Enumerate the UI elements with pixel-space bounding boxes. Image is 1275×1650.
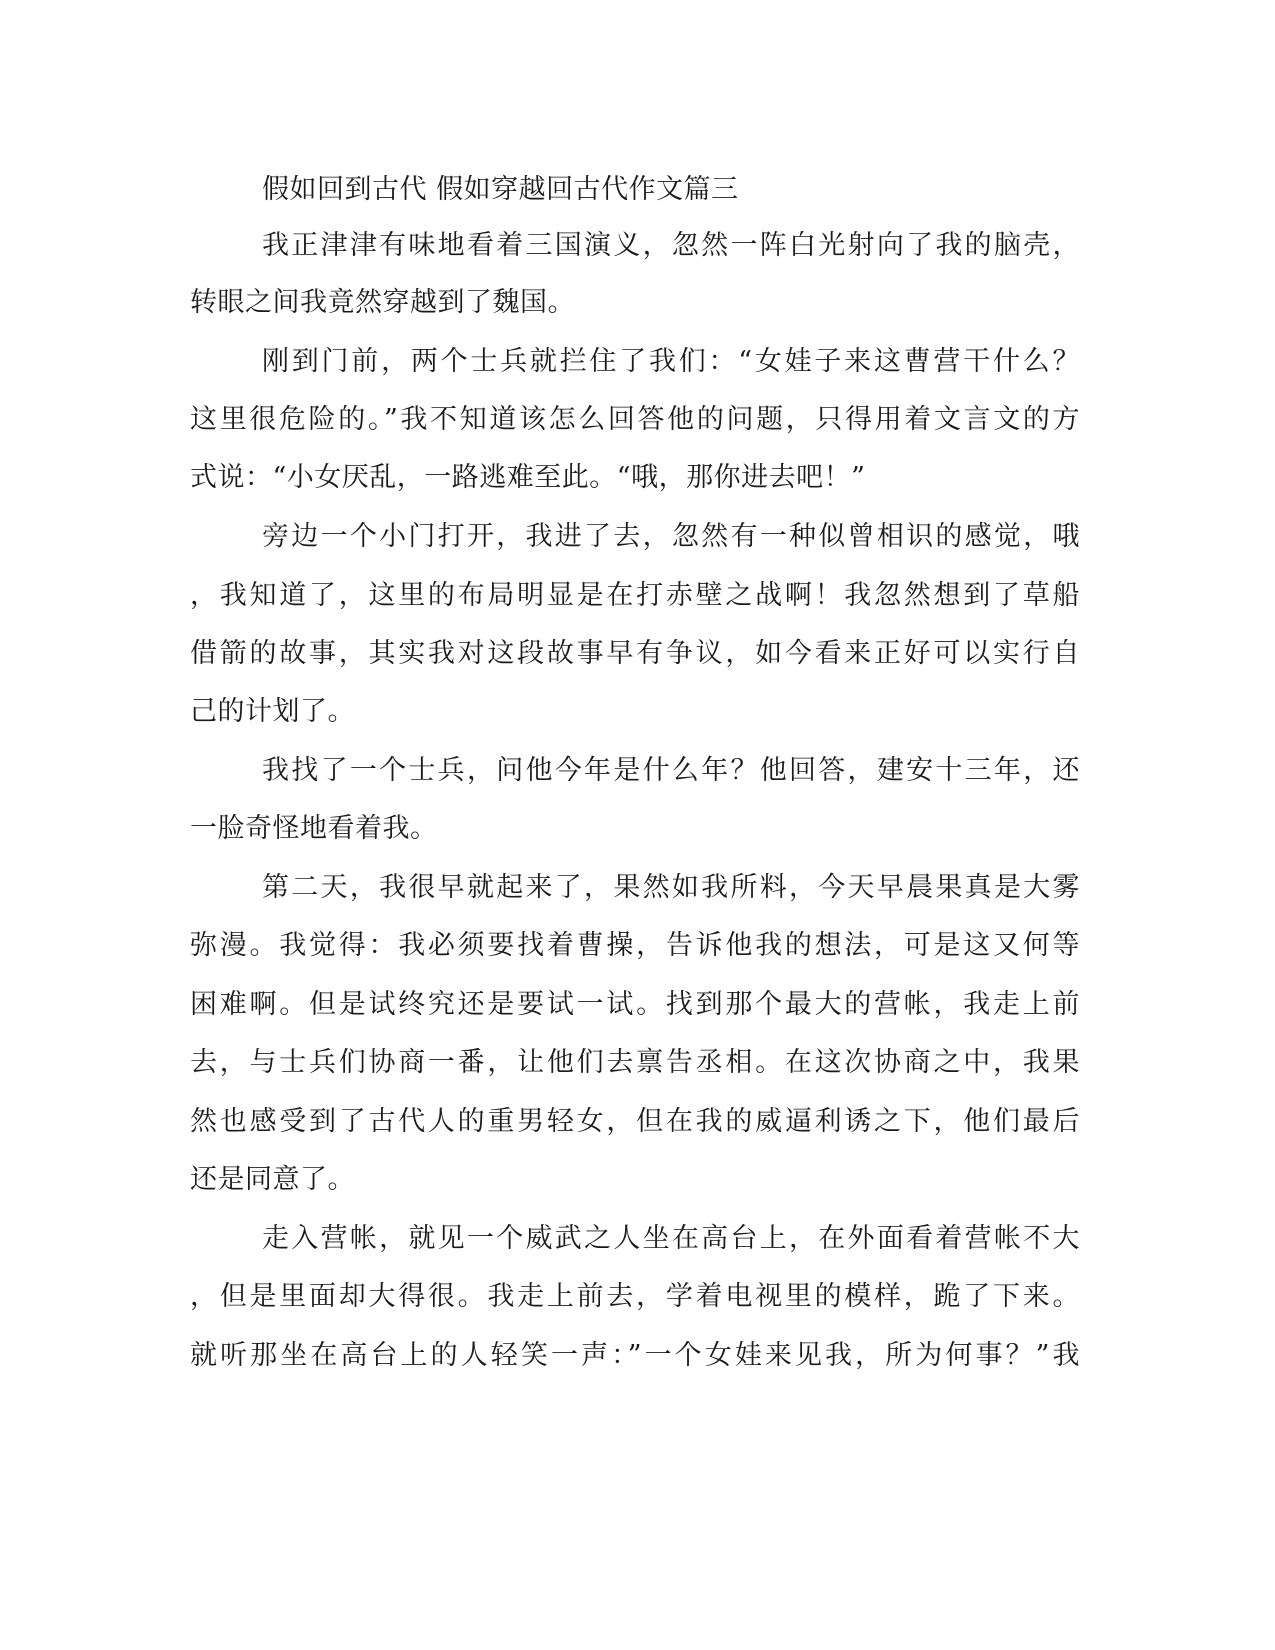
text-line: 困难啊。但是试终究还是要试一试。找到那个最大的营帐，我走上前 (190, 989, 1080, 1020)
text-line: 转眼之间我竟然穿越到了魏国。 (190, 287, 575, 318)
text-line: 就听那坐在高台上的人轻笑一声：”一个女娃来见我，所为何事？”我 (190, 1340, 1080, 1371)
text-line: 我正津津有味地看着三国演义，忽然一阵白光射向了我的脑壳， (262, 230, 1080, 261)
text-line: 己的计划了。 (190, 696, 355, 727)
document-title: 假如回到古代 假如穿越回古代作文篇三 (262, 174, 739, 205)
text-line: 刚到门前，两个士兵就拦住了我们：“女娃子来这曹营干什么？ (262, 346, 1080, 377)
text-line: 式说：“小女厌乱，一路逃难至此。“哦，那你进去吧！” (190, 462, 866, 493)
text-line: 我找了一个士兵，问他今年是什么年？他回答，建安十三年，还 (262, 755, 1080, 786)
text-line: 去，与士兵们协商一番，让他们去禀告丞相。在这次协商之中，我果 (190, 1047, 1080, 1078)
text-line: 然也感受到了古代人的重男轻女，但在我的威逼利诱之下，他们最后 (190, 1106, 1080, 1137)
text-line: 第二天，我很早就起来了，果然如我所料，今天早晨果真是大雾 (262, 872, 1080, 903)
text-line: 这里很危险的。”我不知道该怎么回答他的问题，只得用着文言文的方 (190, 404, 1080, 435)
text-line: ，但是里面却大得很。我走上前去，学着电视里的模样，跪了下来。 (190, 1281, 1080, 1312)
text-line: 借箭的故事，其实我对这段故事早有争议，如今看来正好可以实行自 (190, 638, 1080, 669)
text-line: 走入营帐，就见一个威武之人坐在高台上，在外面看着营帐不大 (262, 1223, 1080, 1254)
text-line: ，我知道了，这里的布局明显是在打赤壁之战啊！我忽然想到了草船 (190, 580, 1080, 611)
text-line: 旁边一个小门打开，我进了去，忽然有一种似曾相识的感觉，哦 (262, 521, 1080, 552)
text-line: 还是同意了。 (190, 1164, 355, 1195)
text-line: 一脸奇怪地看着我。 (190, 813, 438, 844)
text-line: 弥漫。我觉得：我必须要找着曹操，告诉他我的想法，可是这又何等 (190, 930, 1080, 961)
